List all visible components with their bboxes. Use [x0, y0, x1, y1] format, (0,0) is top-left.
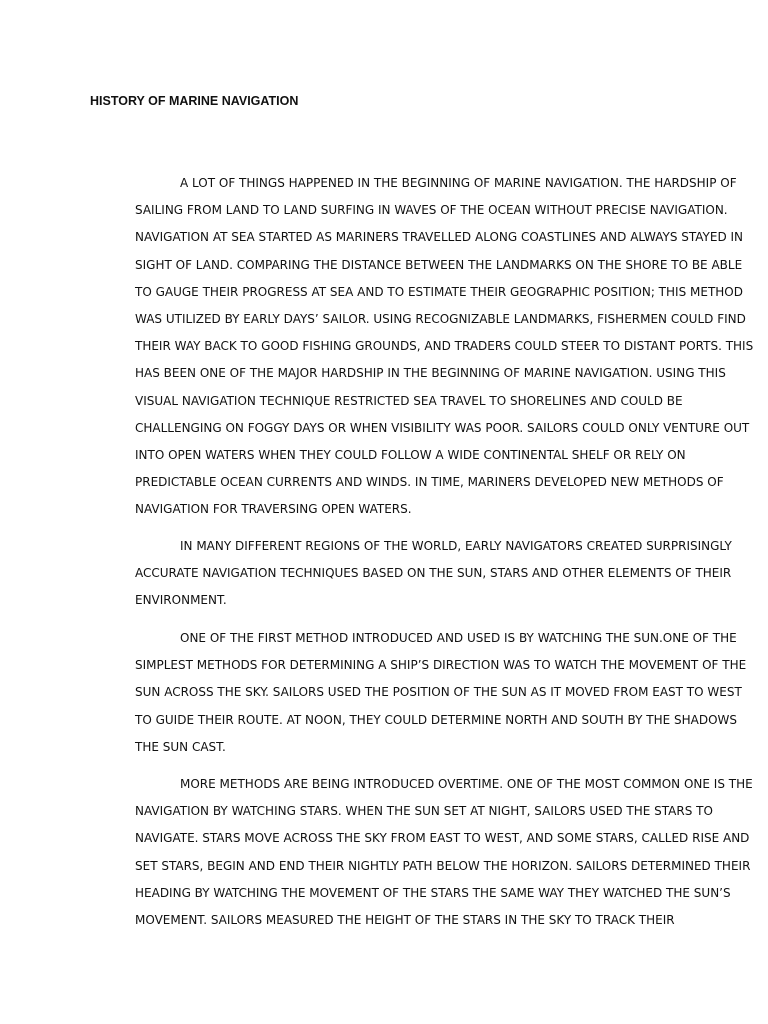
text-line: PREDICTABLE OCEAN CURRENTS AND WINDS. IN TIME, MARINERS DEVELOPED NEW METHODS OF — [135, 475, 724, 490]
text-line: SIGHT OF LAND. COMPARING THE DISTANCE BETWEEN THE LANDMARKS ON THE SHORE TO BE ABLE — [135, 257, 743, 272]
text-line: TO GAUGE THEIR PROGRESS AT SEA AND TO ESTIMATE THEIR GEOGRAPHIC POSITION; THIS METHOD — [135, 284, 743, 299]
text-line: MOVEMENT. SAILORS MEASURED THE HEIGHT OF THE STARS IN THE SKY TO TRACK THEIR — [135, 912, 675, 927]
text-line: MORE METHODS ARE BEING INTRODUCED OVERTIME. ONE OF THE MOST COMMON ONE IS THE — [180, 777, 753, 791]
paragraph-4 — [90, 771, 753, 934]
text-line: ENVIRONMENT. — [135, 593, 227, 608]
text-line: WAS UTILIZED BY EARLY DAYS’ SAILOR. USING RECOGNIZABLE LANDMARKS, FISHERMEN COULD FIND — [135, 311, 746, 326]
text-line: NAVIGATION BY WATCHING STARS. WHEN THE SUN SET AT NIGHT, SAILORS USED THE STARS TO — [135, 804, 713, 819]
text-line: NAVIGATION FOR TRAVERSING OPEN WATERS. — [135, 502, 412, 517]
paragraph-2 — [90, 533, 732, 615]
text-line: A LOT OF THINGS HAPPENED IN THE BEGINNING OF MARINE NAVIGATION. THE HARDSHIP OF — [180, 176, 737, 190]
text-line: SUN ACROSS THE SKY. SAILORS USED THE POSITION OF THE SUN AS IT MOVED FROM EAST TO WEST — [135, 685, 742, 700]
text-line: SIMPLEST METHODS FOR DETERMINING A SHIP’S DIRECTION WAS TO WATCH THE MOVEMENT OF THE — [135, 658, 747, 673]
text-line: ACCURATE NAVIGATION TECHNIQUES BASED ON THE SUN, STARS AND OTHER ELEMENTS OF THEIR — [135, 566, 732, 581]
text-line: SET STARS, BEGIN AND END THEIR NIGHTLY PATH BELOW THE HORIZON. SAILORS DETERMINED THEIR — [135, 858, 751, 873]
text-line: VISUAL NAVIGATION TECHNIQUE RESTRICTED SEA TRAVEL TO SHORELINES AND COULD BE — [135, 393, 683, 408]
text-line: NAVIGATE. STARS MOVE ACROSS THE SKY FROM EAST TO WEST, AND SOME STARS, CALLED RISE AND — [135, 831, 750, 846]
paragraph-3 — [90, 625, 747, 761]
text-line: NAVIGATION AT SEA STARTED AS MARINERS TRAVELLED ALONG COASTLINES AND ALWAYS STAYED IN — [135, 230, 744, 245]
text-line: IN MANY DIFFERENT REGIONS OF THE WORLD, EARLY NAVIGATORS CREATED SURPRISINGLY — [180, 539, 732, 553]
document-title: HISTORY OF MARINE NAVIGATION — [90, 94, 299, 108]
text-line: THE SUN CAST. — [135, 739, 226, 754]
text-line: ONE OF THE FIRST METHOD INTRODUCED AND USED IS BY WATCHING THE SUN.ONE OF THE — [180, 631, 737, 645]
paragraph-1 — [90, 170, 754, 523]
text-line: HAS BEEN ONE OF THE MAJOR HARDSHIP IN THE BEGINNING OF MARINE NAVIGATION. USING THIS — [135, 366, 726, 381]
text-line: SAILING FROM LAND TO LAND SURFING IN WAVES OF THE OCEAN WITHOUT PRECISE NAVIGATION. — [135, 203, 728, 218]
text-line: CHALLENGING ON FOGGY DAYS OR WHEN VISIBILITY WAS POOR. SAILORS COULD ONLY VENTURE OUT — [135, 420, 750, 435]
text-line: INTO OPEN WATERS WHEN THEY COULD FOLLOW A WIDE CONTINENTAL SHELF OR RELY ON — [135, 447, 686, 462]
text-line: HEADING BY WATCHING THE MOVEMENT OF THE STARS THE SAME WAY THEY WATCHED THE SUN’S — [135, 885, 731, 900]
text-line: TO GUIDE THEIR ROUTE. AT NOON, THEY COULD DETERMINE NORTH AND SOUTH BY THE SHADOWS — [135, 712, 738, 727]
text-line: THEIR WAY BACK TO GOOD FISHING GROUNDS, AND TRADERS COULD STEER TO DISTANT PORTS. THIS — [135, 339, 754, 354]
